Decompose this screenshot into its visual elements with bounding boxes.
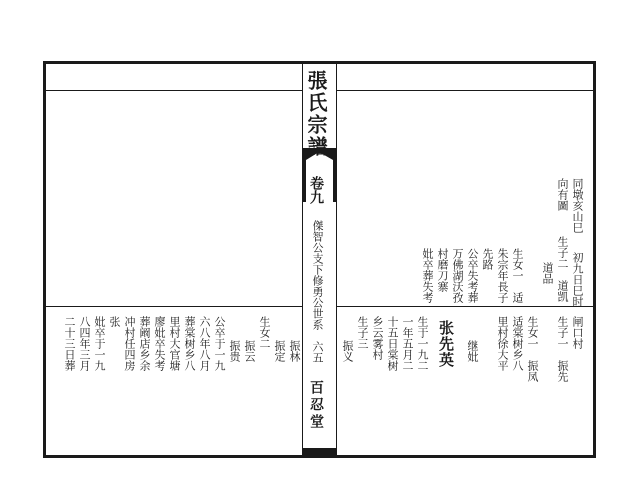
ru-col4: 生女一 适 [511, 248, 524, 303]
ll-col12: 冲村任四房 [123, 316, 136, 371]
right-middle-rule [336, 306, 593, 307]
hall-name: 百忍堂 [308, 380, 324, 431]
ll-col8: 葬棠树乡八 [183, 316, 196, 371]
ll-col4: 振云 [243, 340, 256, 362]
ru-col10: 妣卒葬失考 [421, 248, 434, 303]
ll-col10: 廖妣卒失考 [153, 316, 166, 371]
ll-col11: 葬阚店乡余 [138, 316, 151, 371]
ru-col3: 道品 [541, 262, 554, 284]
rl-col2: 生子一 振先 [556, 316, 569, 382]
ru-side2: 向有圖 [556, 178, 569, 211]
rl-col6: 继妣 [466, 340, 479, 362]
rl-col1: 闸口村 [571, 316, 584, 349]
spine-left-line [302, 64, 303, 455]
spine-bottom-band [302, 448, 337, 455]
ll-col2: 振定 [273, 340, 286, 362]
ll-col5: 振贵 [228, 340, 241, 362]
ll-col16: 二十三日葬 [63, 316, 76, 371]
rl-col5: 里村徐大平 [496, 316, 509, 371]
book-title: 張氏宗譜 [304, 70, 328, 158]
volume-label: 卷九 [308, 176, 324, 204]
rl-col11: 生子三 [356, 316, 369, 349]
ll-col13: 张 [108, 316, 121, 327]
rl-col9: 十五日棠树 [386, 316, 399, 371]
rl-col12: 振义 [341, 340, 354, 362]
spine-right-line [336, 64, 337, 455]
lineage-subtitle: 傑智公支下修勇公世系 六五 [311, 220, 324, 363]
ru-col1: 初九日巳时 [571, 252, 584, 307]
ll-col9: 里村大官塘 [168, 316, 181, 371]
rl-col3: 生女一 振凤 [526, 316, 539, 382]
ll-col7: 六八年八月 [198, 316, 211, 371]
ll-col14: 妣卒于一九 [93, 316, 106, 371]
right-top-rule [336, 90, 593, 91]
rl-col8: 一年五月二 [401, 316, 414, 371]
ru-col2: 生子二 道凯 [556, 236, 569, 302]
ll-col6: 公卒于一九 [213, 316, 226, 371]
left-middle-rule [46, 306, 302, 307]
ru-col7: 公卒失考葬 [466, 248, 479, 303]
ru-col9: 村磨刀寨 [436, 248, 449, 292]
rl-col10: 乡云雾村 [371, 316, 384, 360]
person-name-heading: 张先英 [437, 320, 455, 368]
rl-col7: 生于一九二 [416, 316, 429, 371]
ru-side1: 同墩亥山巳 [571, 178, 584, 233]
ll-col15: 八四年三月 [78, 316, 91, 371]
ll-col3: 生女二 [258, 316, 271, 349]
ru-col5: 朱宗年長子 [496, 248, 509, 303]
rl-col4: 适棠树乡八 [511, 316, 524, 371]
ru-col6: 先路 [481, 248, 494, 270]
left-top-rule [46, 90, 302, 91]
ll-col1: 振林 [288, 340, 301, 362]
ru-col8: 万佛湖沃孜 [451, 248, 464, 303]
